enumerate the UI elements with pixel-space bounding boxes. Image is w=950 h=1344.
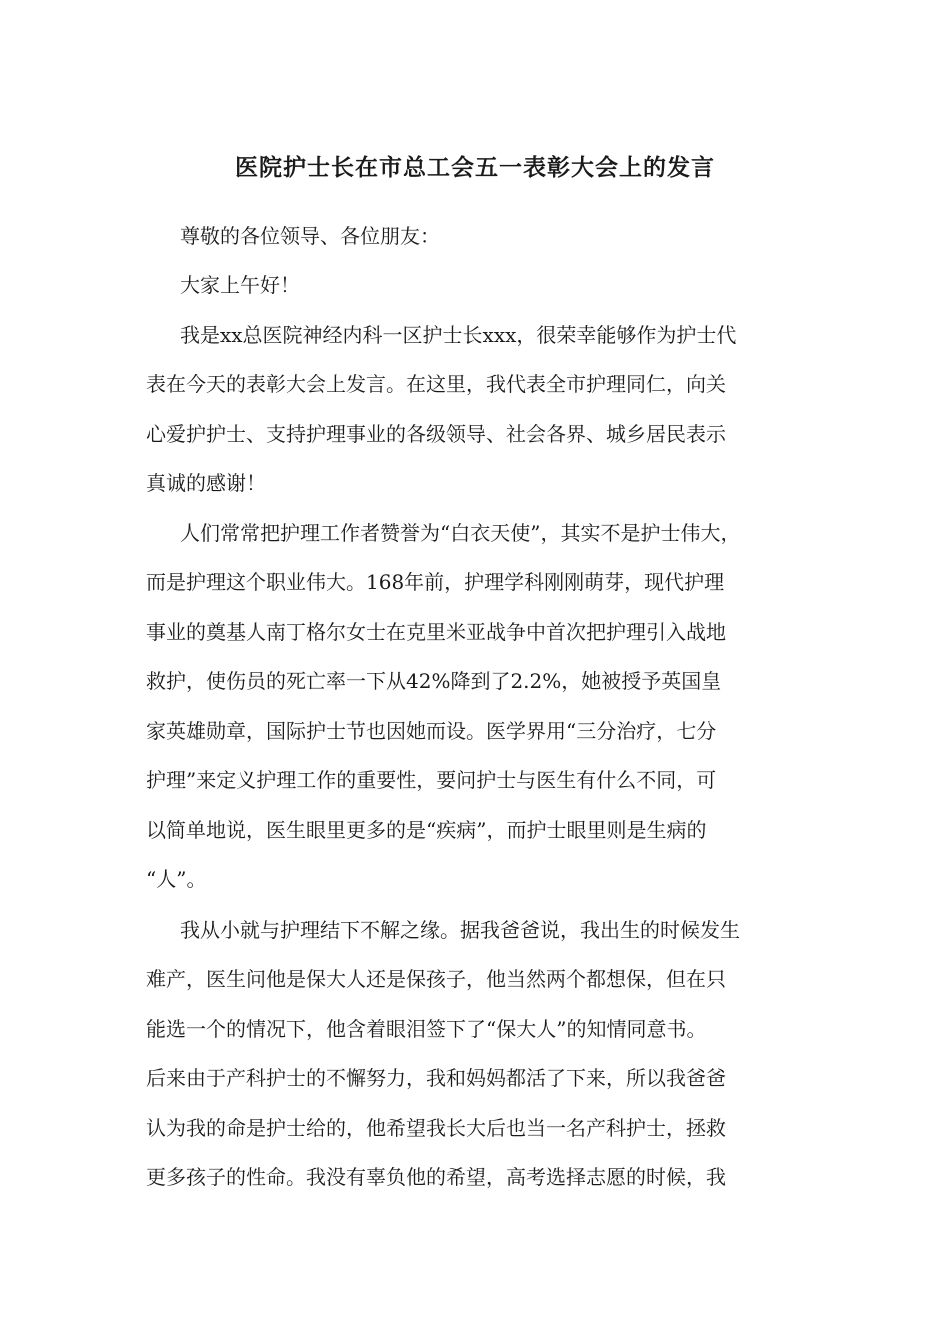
paragraph-2-line-5: 家英雄勋章，国际护士节也因她而设。医学界用“三分治疗，七分 — [146, 719, 717, 743]
paragraph-2-line-7: 以简单地说，医生眼里更多的是“疾病”，而护士眼里则是生病的 — [146, 818, 707, 842]
paragraph-1-line-3: 心爱护护士、支持护理事业的各级领导、社会各界、城乡居民表示 — [146, 422, 726, 446]
paragraph-2-line-4: 救护，使伤员的死亡率一下从42%降到了2.2%，她被授予英国皇 — [146, 669, 722, 693]
paragraph-3-line-6: 更多孩子的性命。我没有辜负他的希望，高考选择志愿的时候，我 — [146, 1165, 726, 1189]
paragraph-1-line-2: 表在今天的表彰大会上发言。在这里，我代表全市护理同仁，向关 — [146, 372, 726, 396]
paragraph-2-line-8: “人”。 — [146, 867, 207, 891]
paragraph-3-line-5: 认为我的命是护士给的，他希望我长大后也当一名产科护士，拯救 — [146, 1116, 726, 1140]
paragraph-3-line-4: 后来由于产科护士的不懈努力，我和妈妈都活了下来，所以我爸爸 — [146, 1066, 726, 1090]
salutation-line: 尊敬的各位领导、各位朋友： — [180, 224, 440, 248]
paragraph-3-line-3: 能选一个的情况下，他含着眼泪签下了“保大人”的知情同意书。 — [146, 1017, 707, 1041]
paragraph-2-line-3: 事业的奠基人南丁格尔女士在克里米亚战争中首次把护理引入战地 — [146, 620, 726, 644]
paragraph-3-line-1: 我从小就与护理结下不解之缘。据我爸爸说，我出生的时候发生 — [180, 918, 740, 942]
paragraph-2-line-1: 人们常常把护理工作者赞誉为“白衣天使”，其实不是护士伟大， — [180, 521, 741, 545]
paragraph-1-line-4: 真诚的感谢！ — [146, 471, 266, 495]
document-title: 医院护士长在市总工会五一表彰大会上的发言 — [235, 154, 715, 181]
paragraph-1-line-1: 我是xx总医院神经内科一区护士长xxx，很荣幸能够作为护士代 — [180, 323, 737, 347]
paragraph-2-line-2: 而是护理这个职业伟大。168年前，护理学科刚刚萌芽，现代护理 — [146, 570, 725, 594]
paragraph-3-line-2: 难产，医生问他是保大人还是保孩子，他当然两个都想保，但在只 — [146, 967, 726, 991]
greeting-line: 大家上午好！ — [180, 273, 300, 297]
paragraph-2-line-6: 护理”来定义护理工作的重要性，要问护士与医生有什么不同，可 — [146, 768, 717, 792]
